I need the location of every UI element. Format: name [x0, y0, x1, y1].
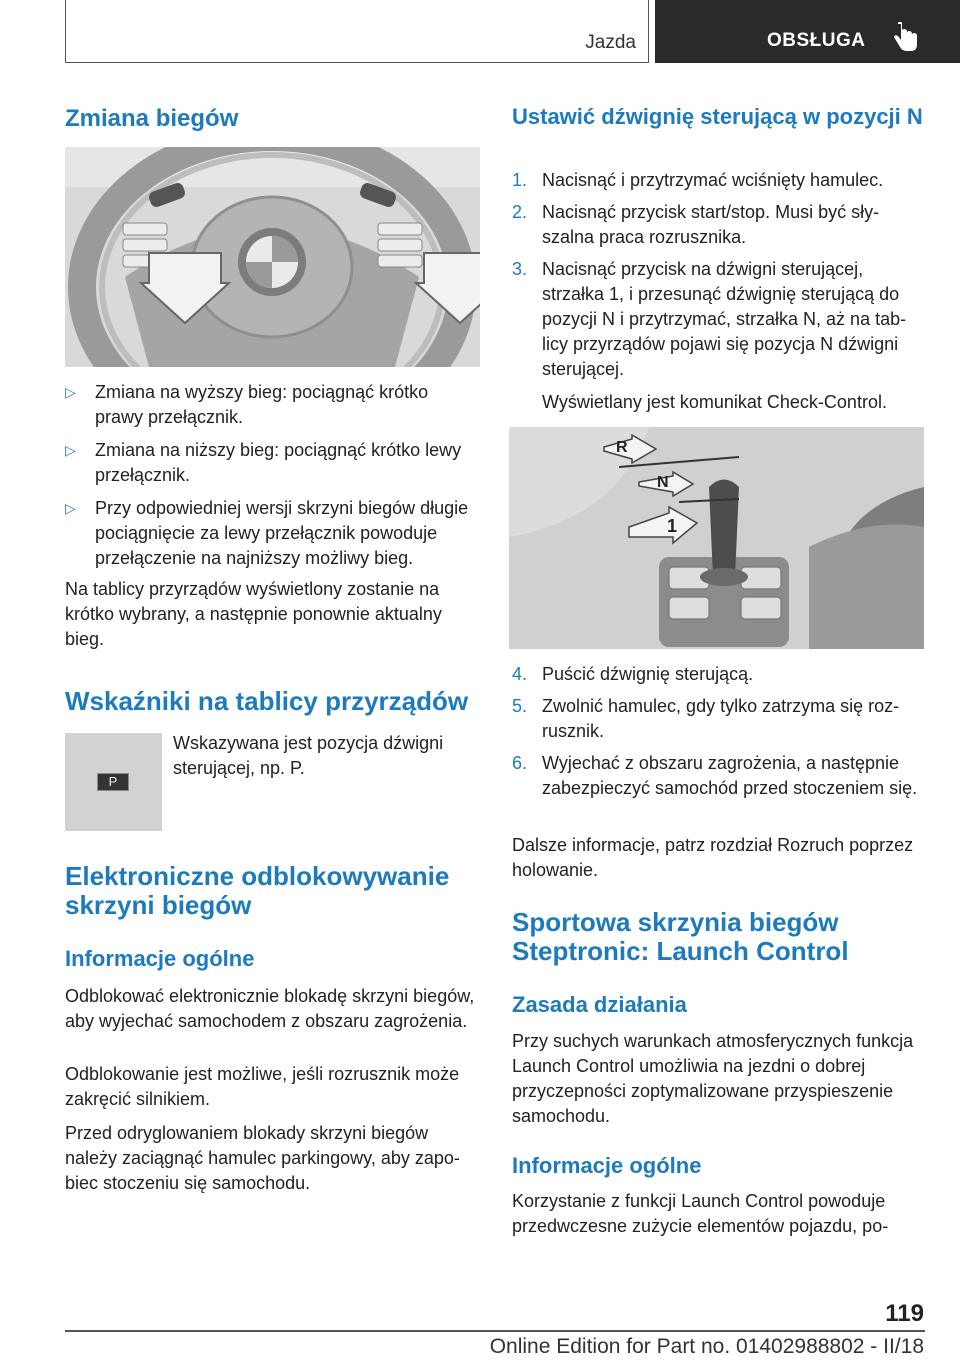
- page-number: 119: [885, 1300, 924, 1327]
- indicator-p-symbol: P: [97, 773, 129, 791]
- steering-wheel-image: [65, 147, 480, 367]
- hand-pointer-icon: [893, 22, 919, 52]
- paragraph-unlock-1: Odblokować elektronicznie blokadę skrzyni biegów, aby wyjechać samochodem z obszaru zagrożenia.: [65, 986, 475, 1031]
- paragraph-more-info: Dalsze informacje, patrz rozdział Rozruch poprzez holowanie.: [512, 835, 914, 880]
- heading-principle: Zasada działania: [512, 992, 687, 1017]
- header-frame: [65, 0, 649, 63]
- heading-general-info-2: Informacje ogólne: [512, 1153, 702, 1178]
- label-n: N: [657, 474, 669, 491]
- paragraph-display: Na tablicy przyrządów wyświetlony zostanie na krótko wybrany, a następnie ponownie aktualny bieg.: [65, 579, 442, 649]
- steering-wheel-illustration: [65, 147, 480, 367]
- gear-lever-image: [509, 427, 924, 649]
- heading-indicators: Wskaźniki na tablicy przyrządów: [65, 686, 469, 716]
- heading-gear-change: Zmiana biegów: [65, 105, 239, 132]
- list-item: ▷ Zmiana na wyższy bieg: pociągnąć krótko prawy przełącznik.: [65, 382, 429, 427]
- paragraph-unlock-2: Odblokowanie jest możliwe, jeśli rozrusznik może zakręcić silnikiem.: [65, 1064, 460, 1109]
- header-chapter-tab: [655, 0, 960, 63]
- paragraph-unlock-3: Przed odryglowaniem blokady skrzyni biegów należy zaciągnąć hamulec parkingowy, aby zapobiec stoczeniu się samochodu.: [65, 1123, 460, 1193]
- paragraph-general-2: Korzystanie z funkcji Launch Control powoduje przedwczesne zużycie elementów pojazdu, po-: [512, 1191, 889, 1236]
- indicator-image: [65, 733, 162, 831]
- list-item: ▷ Przy odpowiedniej wersji skrzyni biegów długie pociągnięcie za lewy przełącznik powoduje przełączenie na najniższy możliwy bieg.: [65, 498, 469, 568]
- bullet-marker: ▷: [65, 442, 76, 458]
- footer-divider: [65, 1330, 925, 1332]
- heading-unlock: Elektroniczne odblokowywanie skrzyni biegów: [65, 861, 450, 920]
- paragraph-principle: Przy suchych warunkach atmosferycznych funkcja Launch Control umożliwia na jezdni o dobrej przyczepności zoptymalizowane przyspieszenie samochodu.: [512, 1031, 914, 1126]
- bullet-marker: ▷: [65, 384, 76, 400]
- header-section-title: Jazda: [585, 32, 636, 53]
- heading-set-neutral: Ustawić dźwignię sterującą w pozycji N: [512, 104, 923, 129]
- gear-lever-illustration: [509, 427, 924, 649]
- indicator-text: Wskazywana jest pozycja dźwigni sterującej, np. P.: [173, 733, 444, 778]
- chapter-label: OBSŁUGA: [767, 30, 866, 51]
- bullet-marker: ▷: [65, 500, 76, 516]
- heading-general-info: Informacje ogólne: [65, 946, 255, 971]
- list-item: ▷ Zmiana na niższy bieg: pociągnąć krótko lewy przełącznik.: [65, 440, 462, 485]
- edition-text: Online Edition for Part no. 01402988802 - II/18: [489, 1335, 924, 1358]
- step-3-note: Wyświetlany jest komunikat Check-Control.: [542, 392, 887, 412]
- label-r: R: [616, 439, 628, 456]
- heading-launch-control: Sportowa skrzynia biegów Steptronic: Launch Control: [512, 907, 849, 966]
- label-1: 1: [667, 516, 678, 536]
